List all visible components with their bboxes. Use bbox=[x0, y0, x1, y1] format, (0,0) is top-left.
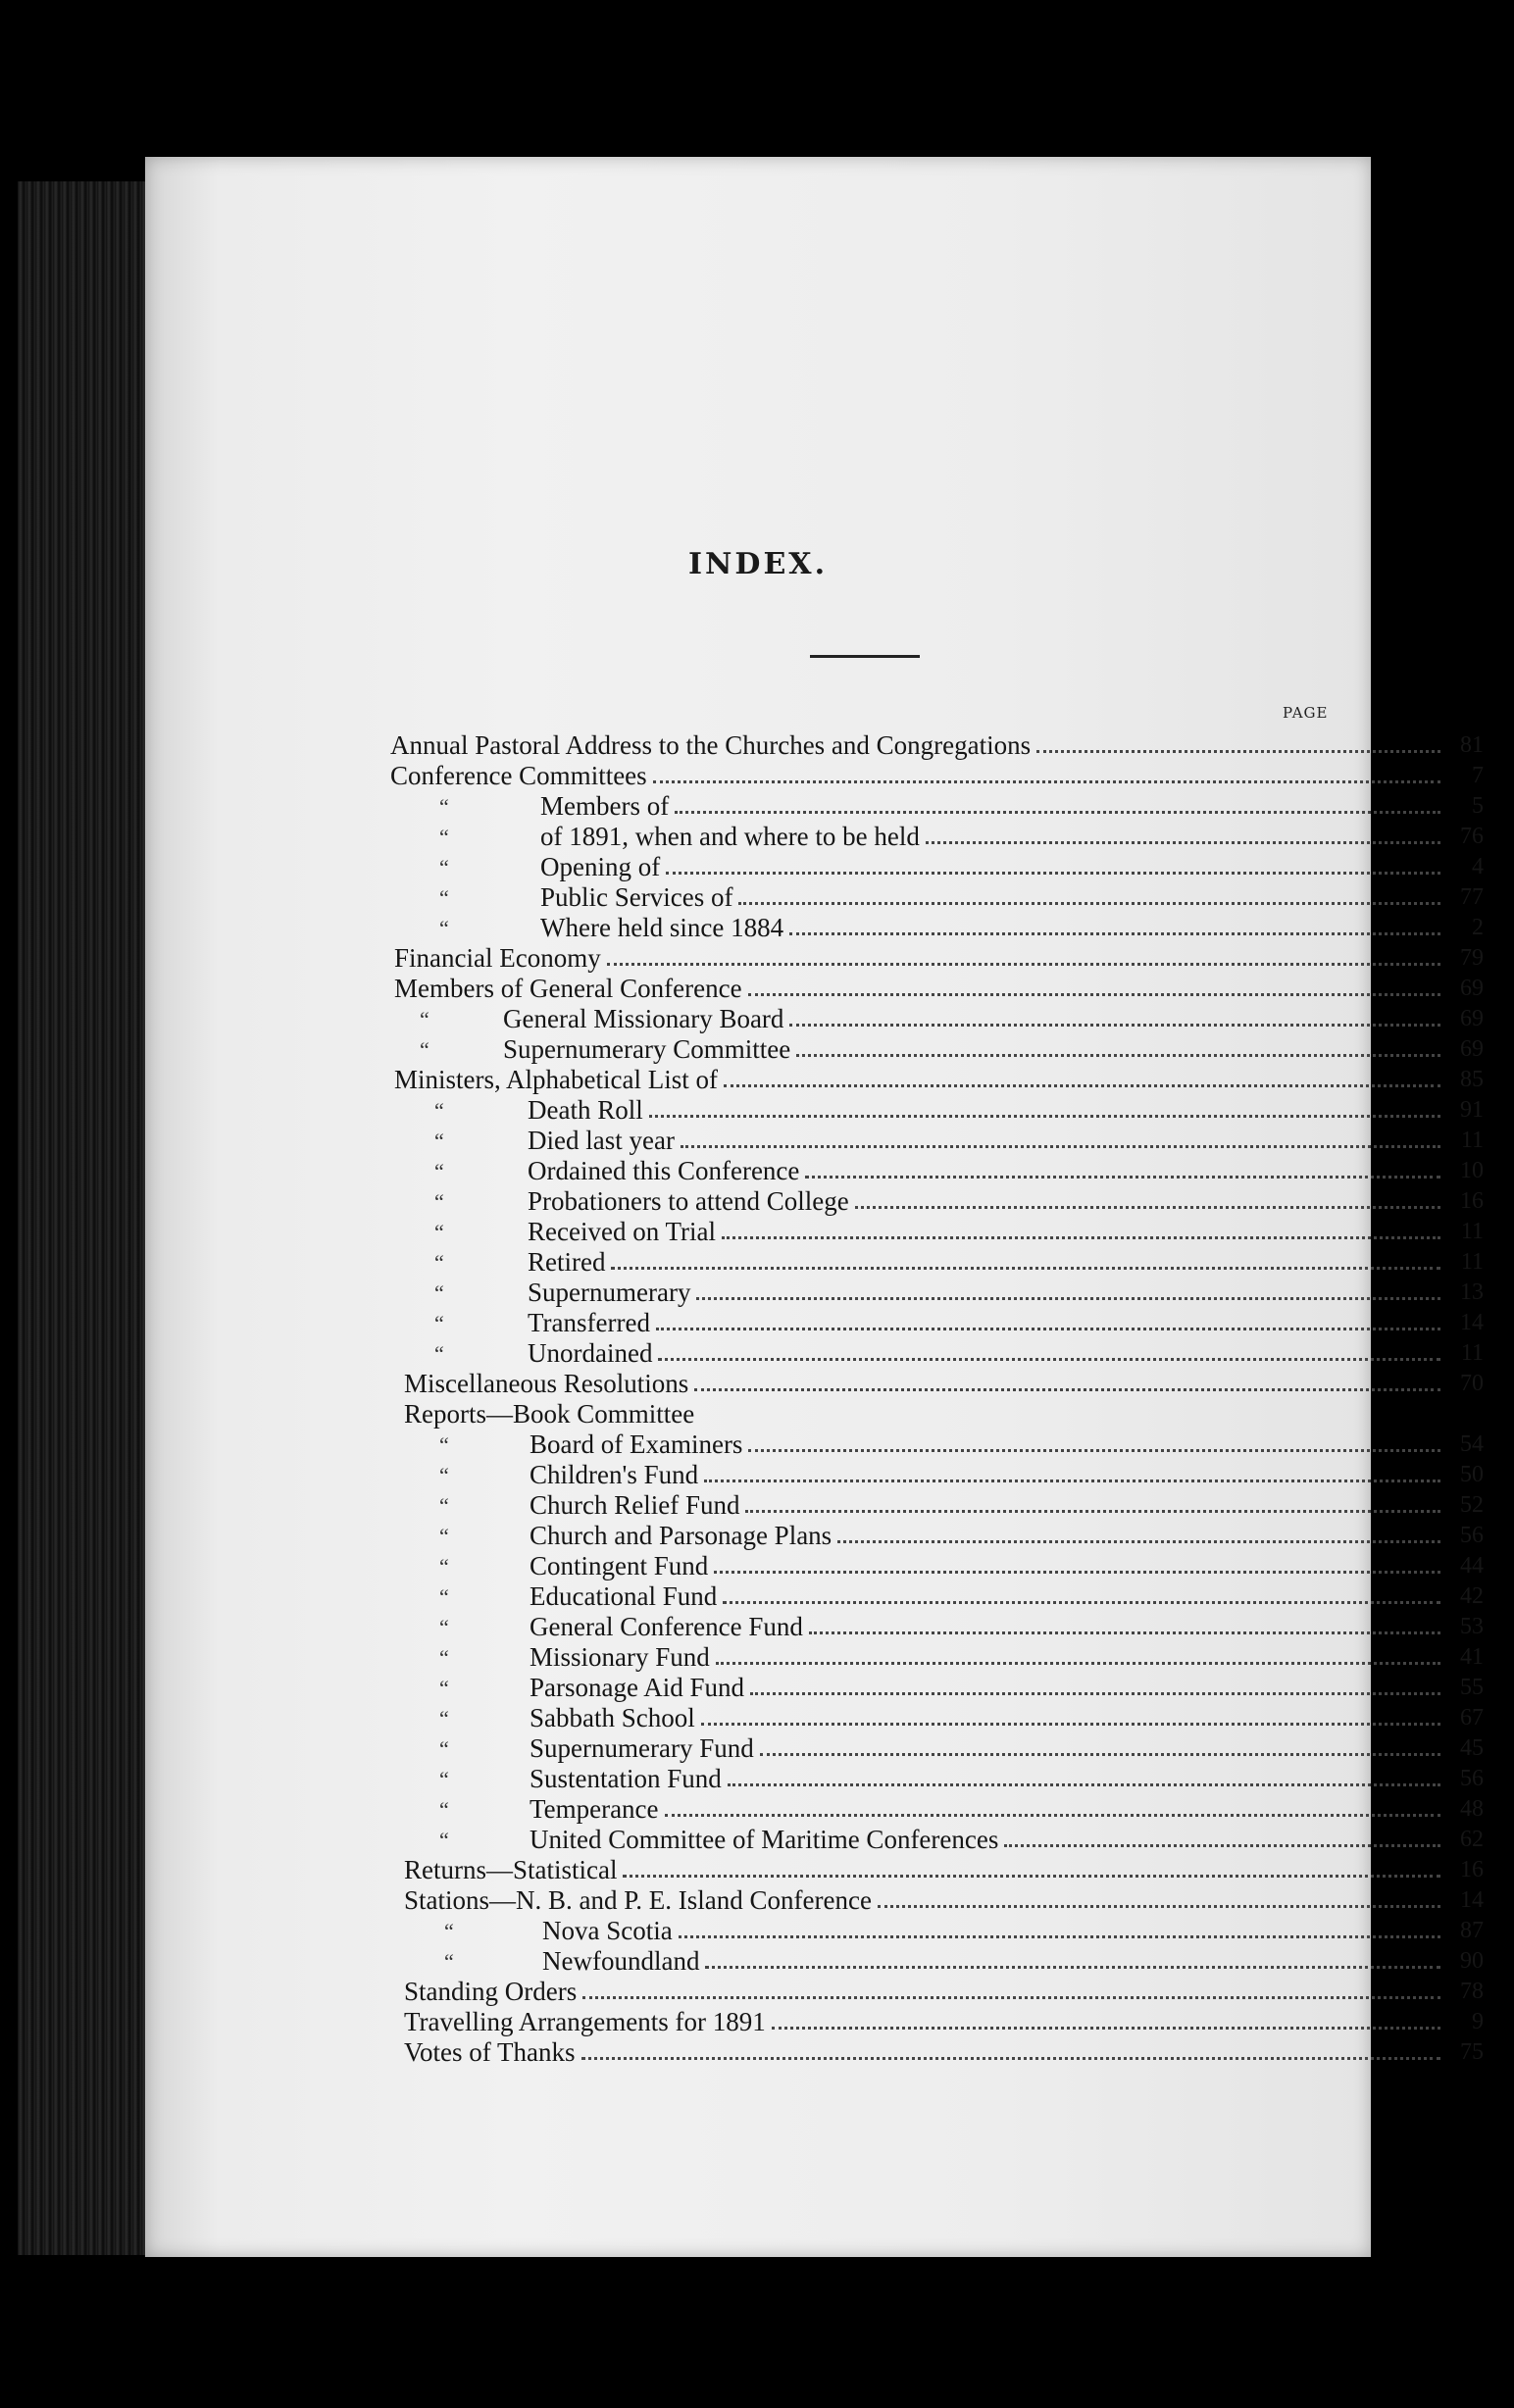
index-entry-label: Reports—Book Committee bbox=[404, 1399, 695, 1429]
ditto-mark: “ bbox=[434, 1250, 444, 1275]
index-entry bbox=[390, 1034, 1484, 1065]
index-entry-label: Transferred bbox=[528, 1308, 650, 1337]
index-entry-label: Children's Fund bbox=[530, 1460, 699, 1489]
index-entry-label: Annual Pastoral Address to the Churches and Congregations bbox=[390, 730, 1032, 760]
index-entry-label: Sabbath School bbox=[530, 1703, 695, 1732]
index-entry bbox=[390, 1612, 1484, 1642]
index-entry bbox=[390, 1278, 1484, 1308]
leader-dots bbox=[705, 1966, 1440, 1969]
index-entry bbox=[390, 2037, 1484, 2068]
index-entry-label: Death Roll bbox=[528, 1095, 643, 1125]
ditto-mark: “ bbox=[434, 1189, 444, 1214]
leader-dots bbox=[809, 1631, 1440, 1634]
ditto-mark: “ bbox=[439, 1432, 449, 1457]
page-column-header: PAGE bbox=[1283, 704, 1329, 722]
ditto-mark: “ bbox=[439, 1493, 449, 1518]
book-page-edges bbox=[18, 181, 145, 2255]
index-entry-label: Opening of bbox=[540, 852, 661, 881]
index-entry-page: 69 bbox=[1460, 1006, 1484, 1031]
index-entry bbox=[390, 761, 1484, 791]
index-entry bbox=[390, 1794, 1484, 1825]
ditto-mark: “ bbox=[434, 1341, 444, 1366]
index-entry-page: 2 bbox=[1472, 915, 1484, 940]
ditto-mark: “ bbox=[439, 1767, 449, 1791]
leader-dots bbox=[607, 963, 1440, 966]
index-entry bbox=[390, 1095, 1484, 1126]
leader-dots bbox=[745, 1510, 1440, 1513]
leader-dots bbox=[748, 1449, 1440, 1452]
index-entry-label: General Missionary Board bbox=[503, 1004, 784, 1033]
index-entry bbox=[390, 1764, 1484, 1794]
index-entry-page: 5 bbox=[1472, 793, 1484, 819]
index-entry bbox=[390, 974, 1484, 1004]
index-entry-label: Members of General Conference bbox=[394, 974, 742, 1003]
leader-dots bbox=[789, 932, 1440, 935]
ditto-mark: “ bbox=[439, 885, 449, 910]
index-entry bbox=[390, 1490, 1484, 1521]
index-entry bbox=[390, 1004, 1484, 1034]
title-rule bbox=[810, 655, 920, 658]
index-entry-page: 50 bbox=[1460, 1462, 1484, 1487]
index-entry bbox=[390, 1338, 1484, 1369]
leader-dots bbox=[716, 1662, 1440, 1665]
document-page bbox=[145, 157, 1484, 2257]
index-entry-page: 42 bbox=[1460, 1583, 1484, 1609]
index-entry-page: 62 bbox=[1460, 1827, 1484, 1852]
index-entry-page: 10 bbox=[1460, 1158, 1484, 1183]
ditto-mark: “ bbox=[420, 1037, 429, 1062]
leader-dots bbox=[623, 1875, 1440, 1878]
index-entry-page: 56 bbox=[1460, 1523, 1484, 1548]
index-entry bbox=[390, 1551, 1484, 1581]
index-entry bbox=[390, 1126, 1484, 1156]
index-entry bbox=[390, 1399, 1484, 1430]
ditto-mark: “ bbox=[439, 825, 449, 849]
leader-dots bbox=[805, 1176, 1440, 1179]
index-entry bbox=[390, 1186, 1484, 1217]
index-entry-label: Supernumerary Fund bbox=[530, 1733, 754, 1763]
ditto-mark: “ bbox=[439, 1828, 449, 1852]
ditto-mark: “ bbox=[420, 1007, 429, 1031]
index-entry-page: 91 bbox=[1460, 1097, 1484, 1123]
index-entry-page: 77 bbox=[1460, 884, 1484, 910]
index-entry-label: United Committee of Maritime Conferences bbox=[530, 1825, 999, 1854]
index-entry bbox=[390, 1825, 1484, 1855]
index-entry-label: Ministers, Alphabetical List of bbox=[394, 1065, 718, 1094]
leader-dots bbox=[750, 1692, 1440, 1695]
index-entry-page: 55 bbox=[1460, 1675, 1484, 1700]
index-entry-page: 44 bbox=[1460, 1553, 1484, 1579]
ditto-mark: “ bbox=[439, 1463, 449, 1487]
index-entry bbox=[390, 1733, 1484, 1764]
index-entry-label: Missionary Fund bbox=[530, 1642, 710, 1672]
leader-dots bbox=[1036, 750, 1440, 753]
index-entries bbox=[390, 730, 1484, 2068]
page-title: INDEX. bbox=[687, 547, 829, 581]
leader-dots bbox=[714, 1571, 1440, 1574]
leader-dots bbox=[701, 1723, 1440, 1726]
index-entry-page: 11 bbox=[1460, 1249, 1484, 1275]
leader-dots bbox=[789, 1024, 1440, 1027]
index-entry-page: 48 bbox=[1460, 1796, 1484, 1822]
index-entry-page: 67 bbox=[1460, 1705, 1484, 1731]
index-entry-page: 11 bbox=[1460, 1128, 1484, 1153]
leader-dots bbox=[723, 1601, 1440, 1604]
ditto-mark: “ bbox=[434, 1159, 444, 1183]
ditto-mark: “ bbox=[439, 1736, 449, 1761]
index-entry-label: Votes of Thanks bbox=[404, 2037, 576, 2067]
index-entry bbox=[390, 791, 1484, 822]
index-entry-page: 11 bbox=[1460, 1219, 1484, 1244]
index-entry bbox=[390, 730, 1484, 761]
leader-dots bbox=[611, 1267, 1440, 1270]
leader-dots bbox=[681, 1145, 1440, 1148]
leader-dots bbox=[722, 1236, 1440, 1239]
leader-dots bbox=[855, 1206, 1440, 1209]
index-entry-label: Temperance bbox=[530, 1794, 659, 1824]
leader-dots bbox=[653, 780, 1440, 783]
index-entry-page: 85 bbox=[1460, 1067, 1484, 1092]
index-entry-label: Ordained this Conference bbox=[528, 1156, 800, 1185]
index-entry-page: 70 bbox=[1460, 1371, 1484, 1396]
index-entry bbox=[390, 913, 1484, 943]
index-entry-label: Conference Committees bbox=[390, 761, 647, 790]
index-entry-label: Contingent Fund bbox=[530, 1551, 709, 1580]
index-entry-label: General Conference Fund bbox=[530, 1612, 803, 1641]
index-entry bbox=[390, 1885, 1484, 1916]
ditto-mark: “ bbox=[439, 1797, 449, 1822]
index-entry-page: 78 bbox=[1460, 1979, 1484, 2004]
index-entry-label: Educational Fund bbox=[530, 1581, 718, 1611]
index-entry-label: Standing Orders bbox=[404, 1977, 578, 2006]
index-entry-page: 52 bbox=[1460, 1492, 1484, 1518]
index-entry-page: 14 bbox=[1460, 1887, 1484, 1913]
index-entry-label: Nova Scotia bbox=[542, 1916, 673, 1945]
leader-dots bbox=[748, 993, 1440, 996]
leader-dots bbox=[679, 1935, 1440, 1938]
index-entry-label: Board of Examiners bbox=[530, 1430, 743, 1459]
ditto-mark: “ bbox=[439, 1524, 449, 1548]
index-entry bbox=[390, 1308, 1484, 1338]
index-entry-page: 16 bbox=[1460, 1857, 1484, 1882]
index-entry-page: 87 bbox=[1460, 1918, 1484, 1943]
index-entry bbox=[390, 1460, 1484, 1490]
leader-dots bbox=[696, 1297, 1440, 1300]
index-entry-page: 79 bbox=[1460, 945, 1484, 971]
index-entry bbox=[390, 1247, 1484, 1278]
ditto-mark: “ bbox=[439, 855, 449, 879]
index-entry-page: 45 bbox=[1460, 1735, 1484, 1761]
index-entry-label: Where held since 1884 bbox=[540, 913, 784, 942]
index-entry bbox=[390, 1642, 1484, 1673]
ditto-mark: “ bbox=[439, 794, 449, 819]
ditto-mark: “ bbox=[434, 1220, 444, 1244]
index-entry-page: 41 bbox=[1460, 1644, 1484, 1670]
index-entry-label: Public Services of bbox=[540, 882, 733, 912]
index-entry-label: of 1891, when and where to be held bbox=[540, 822, 920, 851]
leader-dots bbox=[581, 2057, 1441, 2060]
index-entry-label: Stations—N. B. and P. E. Island Conference bbox=[404, 1885, 872, 1915]
index-entry-label: Church Relief Fund bbox=[530, 1490, 740, 1520]
index-entry-page: 53 bbox=[1460, 1614, 1484, 1639]
index-entry-label: Unordained bbox=[528, 1338, 653, 1368]
index-entry-page: 69 bbox=[1460, 976, 1484, 1001]
leader-dots bbox=[694, 1388, 1440, 1391]
leader-dots bbox=[878, 1905, 1440, 1908]
index-entry-page: 69 bbox=[1460, 1036, 1484, 1062]
leader-dots bbox=[582, 1996, 1440, 1999]
index-entry-page: 16 bbox=[1460, 1188, 1484, 1214]
index-entry bbox=[390, 1916, 1484, 1946]
leader-dots bbox=[728, 1783, 1440, 1786]
leader-dots bbox=[1004, 1844, 1440, 1847]
index-entry bbox=[390, 1521, 1484, 1551]
index-entry-label: Parsonage Aid Fund bbox=[530, 1673, 744, 1702]
ditto-mark: “ bbox=[439, 1706, 449, 1731]
index-entry-page: 14 bbox=[1460, 1310, 1484, 1335]
index-entry bbox=[390, 1065, 1484, 1095]
ditto-mark: “ bbox=[434, 1098, 444, 1123]
index-entry bbox=[390, 943, 1484, 974]
ditto-mark: “ bbox=[434, 1129, 444, 1153]
ditto-mark: “ bbox=[439, 1584, 449, 1609]
index-entry bbox=[390, 822, 1484, 852]
index-entry-label: Received on Trial bbox=[528, 1217, 716, 1246]
index-entry-label: Probationers to attend College bbox=[528, 1186, 849, 1216]
index-entry bbox=[390, 1581, 1484, 1612]
index-entry-page: 90 bbox=[1460, 1948, 1484, 1974]
leader-dots bbox=[658, 1358, 1440, 1361]
index-entry bbox=[390, 1855, 1484, 1885]
leader-dots bbox=[926, 841, 1440, 844]
leader-dots bbox=[665, 1814, 1440, 1817]
index-entry bbox=[390, 1977, 1484, 2007]
index-entry bbox=[390, 1156, 1484, 1186]
index-entry bbox=[390, 1430, 1484, 1460]
index-entry-page: 11 bbox=[1460, 1340, 1484, 1366]
index-entry bbox=[390, 1217, 1484, 1247]
index-entry-label: Church and Parsonage Plans bbox=[530, 1521, 833, 1550]
leader-dots bbox=[649, 1115, 1440, 1118]
index-entry-label: Sustentation Fund bbox=[530, 1764, 722, 1793]
index-entry-label: Newfoundland bbox=[542, 1946, 700, 1976]
index-entry-label: Retired bbox=[528, 1247, 606, 1277]
leader-dots bbox=[738, 902, 1440, 905]
index-entry-page: 7 bbox=[1472, 763, 1484, 788]
ditto-mark: “ bbox=[439, 1554, 449, 1579]
ditto-mark: “ bbox=[434, 1280, 444, 1305]
ditto-mark: “ bbox=[439, 1676, 449, 1700]
leader-dots bbox=[666, 872, 1440, 875]
index-entry-page: 75 bbox=[1460, 2039, 1484, 2065]
index-entry bbox=[390, 1703, 1484, 1733]
index-entry bbox=[390, 1369, 1484, 1399]
leader-dots bbox=[724, 1084, 1440, 1087]
ditto-mark: “ bbox=[439, 916, 449, 940]
ditto-mark: “ bbox=[439, 1645, 449, 1670]
index-entry-label: Died last year bbox=[528, 1126, 675, 1155]
index-entry-page: 4 bbox=[1472, 854, 1484, 879]
index-entry-label: Supernumerary Committee bbox=[503, 1034, 791, 1064]
index-entry bbox=[390, 882, 1484, 913]
scan-border bbox=[0, 0, 20, 2408]
leader-dots bbox=[675, 811, 1440, 814]
index-entry-page: 81 bbox=[1460, 732, 1484, 758]
index-entry-label: Travelling Arrangements for 1891 bbox=[404, 2007, 766, 2036]
index-entry-label: Returns—Statistical bbox=[404, 1855, 618, 1884]
leader-dots bbox=[760, 1753, 1440, 1756]
index-entry-label: Financial Economy bbox=[394, 943, 601, 973]
leader-dots bbox=[704, 1480, 1440, 1482]
index-entry-page: 56 bbox=[1460, 1766, 1484, 1791]
index-entry bbox=[390, 852, 1484, 882]
index-entry-page: 54 bbox=[1460, 1431, 1484, 1457]
leader-dots bbox=[772, 2027, 1440, 2030]
index-entry bbox=[390, 1946, 1484, 1977]
leader-dots bbox=[837, 1540, 1440, 1543]
index-entry-label: Supernumerary bbox=[528, 1278, 691, 1307]
ditto-mark: “ bbox=[439, 1615, 449, 1639]
index-entry bbox=[390, 2007, 1484, 2037]
index-entry-label: Members of bbox=[540, 791, 670, 821]
ditto-mark: “ bbox=[444, 1919, 454, 1943]
index-entry-page: 9 bbox=[1472, 2009, 1484, 2034]
leader-dots bbox=[656, 1328, 1440, 1330]
index-entry-page: 13 bbox=[1460, 1279, 1484, 1305]
ditto-mark: “ bbox=[444, 1949, 454, 1974]
index-entry-label: Miscellaneous Resolutions bbox=[404, 1369, 689, 1398]
index-entry bbox=[390, 1673, 1484, 1703]
leader-dots bbox=[796, 1054, 1440, 1057]
ditto-mark: “ bbox=[434, 1311, 444, 1335]
index-entry-page: 76 bbox=[1460, 824, 1484, 849]
